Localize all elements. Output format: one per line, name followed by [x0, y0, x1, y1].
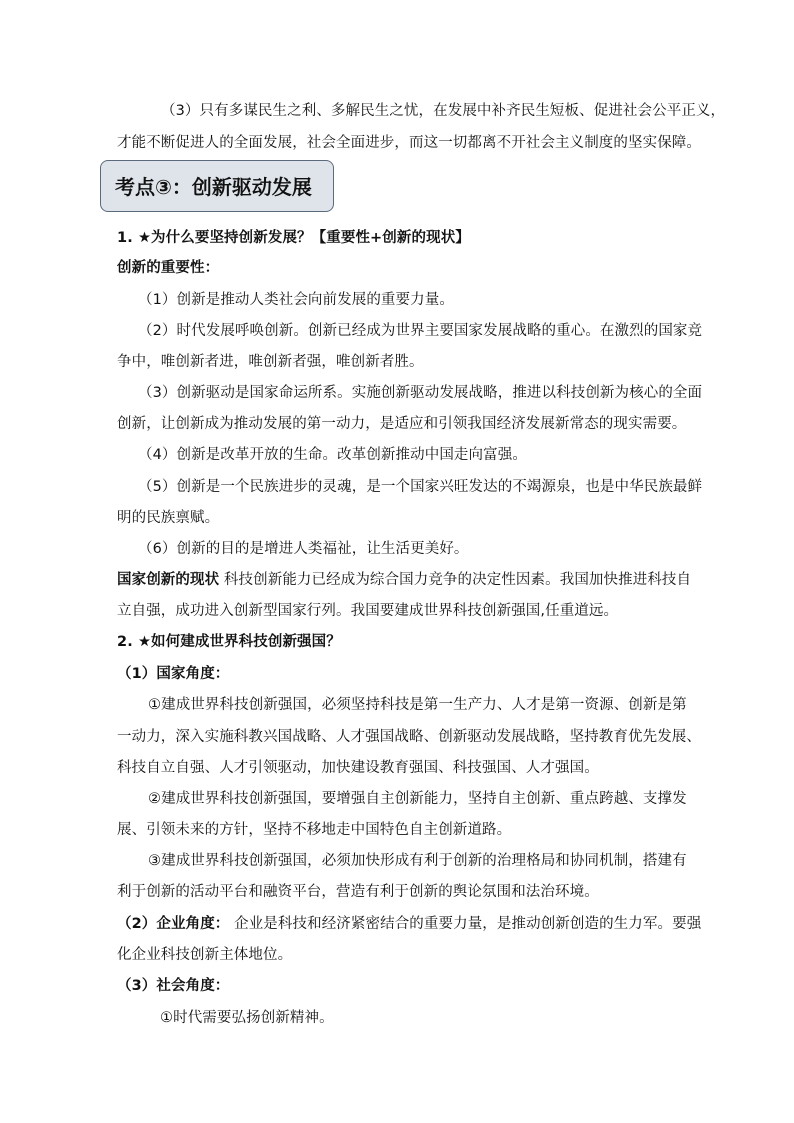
importance-label: 创新的重要性： [117, 260, 220, 276]
national-label: （1）国家角度： [117, 666, 230, 682]
national-1a: ①建成世界科技创新强国，必须坚持科技是第一生产力、人才是第一资源、创新是第 [148, 697, 687, 713]
importance-item-6: （6）创新的目的是增进人类福祉，让生活更美好。 [138, 541, 469, 557]
intro-line-2: 才能不断促进人的全面发展，社会全面进步，而这一切都离不开社会主义制度的坚实保障。 [117, 135, 701, 151]
national-1b: 一动力，深入实施科教兴国战略、人才强国战略、创新驱动发展战略，坚持教育优先发展、 [117, 729, 701, 745]
national-2b: 展、引领未来的方针，坚持不移地走中国特色自主创新道路。 [117, 822, 512, 838]
importance-item-1: （1）创新是推动人类社会向前发展的重要力量。 [138, 292, 454, 308]
national-1c: 科技自立自强、人才引领驱动，加快建设教育强国、科技强国、人才强国。 [117, 760, 599, 776]
enterprise-text: 企业是科技和经济紧密结合的重要力量，是推动创新创造的生力军。要强 [234, 916, 702, 932]
q1-heading: 1. ★为什么要坚持创新发展？【重要性+创新的现状】 [117, 230, 470, 246]
national-3a: ③建成世界科技创新强国，必须加快形成有利于创新的治理格局和协同机制，搭建有 [148, 853, 687, 869]
enterprise-line-1 [117, 914, 701, 934]
enterprise-label: （2）企业角度： [117, 916, 230, 932]
importance-item-4: （4）创新是改革开放的生命。改革创新推动中国走向富强。 [138, 447, 527, 463]
enterprise-line-2: 化企业科技创新主体地位。 [117, 947, 293, 963]
national-3b: 利于创新的活动平台和融资平台，营造有利于创新的舆论氛围和法治环境。 [117, 884, 599, 900]
national-2a: ②建成世界科技创新强国，要增强自主创新能力，坚持自主创新、重点跨越、支撑发 [148, 791, 687, 807]
importance-item-2b: 争中，唯创新者进，唯创新者强，唯创新者胜。 [117, 354, 424, 370]
society-label: （3）社会角度： [117, 978, 230, 994]
status-label: 国家创新的现状 [117, 572, 220, 588]
society-1: ①时代需要弘扬创新精神。 [160, 1010, 334, 1026]
section-title-box [100, 160, 334, 212]
importance-item-5b: 明的民族禀赋。 [117, 510, 220, 526]
section-title: 考点③：创新驱动发展 [115, 175, 312, 199]
importance-item-5a: （5）创新是一个民族进步的灵魂，是一个国家兴旺发达的不竭源泉，也是中华民族最鲜 [138, 479, 703, 495]
status-line-1 [117, 570, 691, 590]
status-text: 科技创新能力已经成为综合国力竞争的决定性因素。我国加快推进科技自 [223, 572, 692, 588]
intro-line-1: （3）只有多谋民生之利、多解民生之忧，在发展中补齐民生短板、促进社会公平正义， [161, 103, 726, 119]
importance-item-2a: （2）时代发展呼唤创新。创新已经成为世界主要国家发展战略的重心。在激烈的国家竞 [138, 323, 703, 339]
status-line-2: 立自强，成功进入创新型国家行列。我国要建成世界科技创新强国,任重道远。 [117, 603, 619, 619]
importance-item-3a: （3）创新驱动是国家命运所系。实施创新驱动发展战略，推进以科技创新为核心的全面 [138, 385, 703, 401]
importance-item-3b: 创新，让创新成为推动发展的第一动力，是适应和引领我国经济发展新常态的现实需要。 [117, 416, 687, 432]
q2-heading: 2. ★如何建成世界科技创新强国？ [117, 634, 341, 650]
